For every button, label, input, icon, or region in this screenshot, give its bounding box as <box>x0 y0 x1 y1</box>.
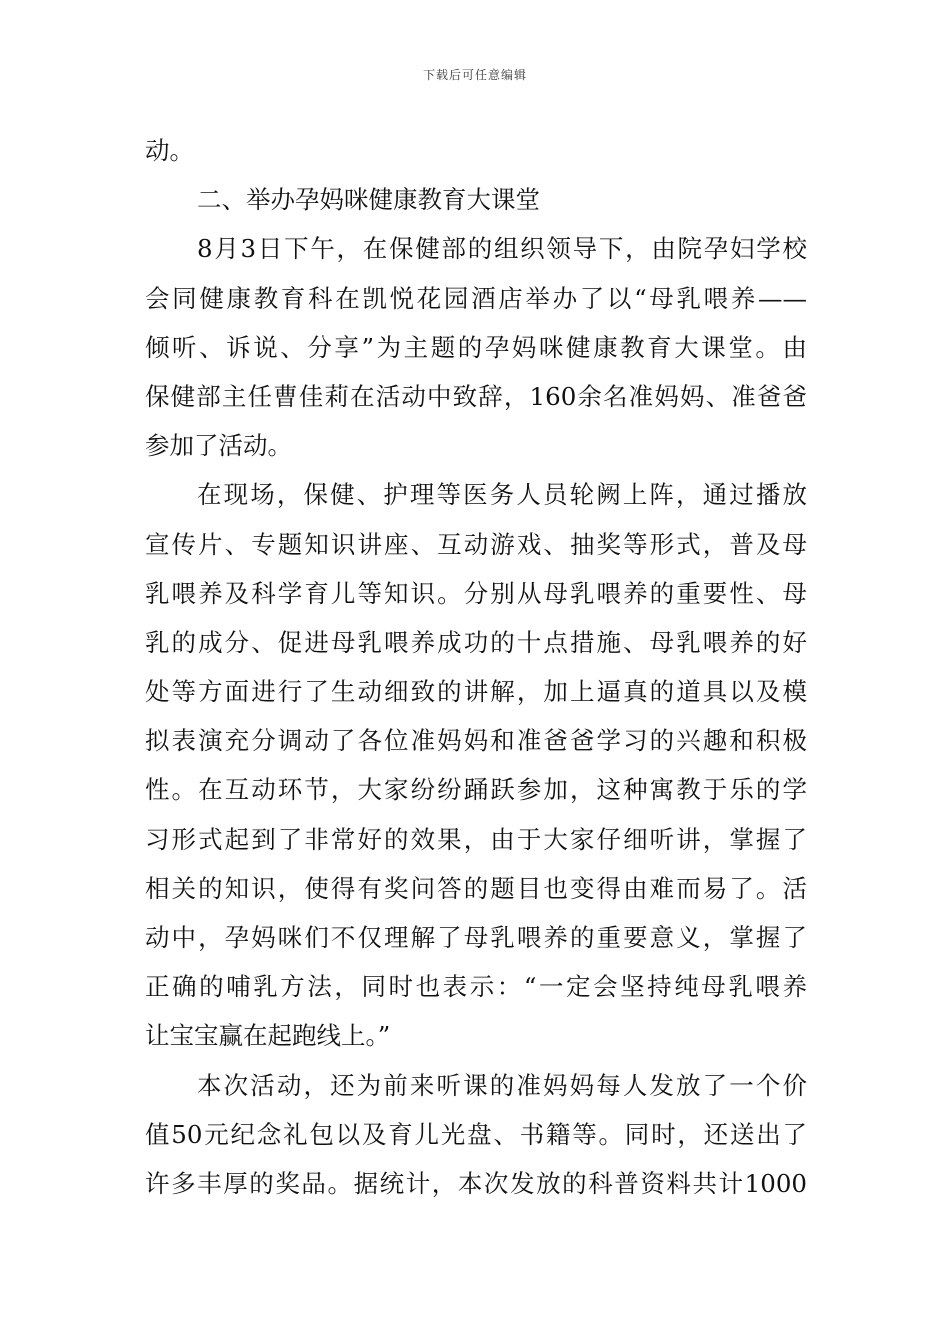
paragraph-line: 许多丰厚的奖品。据统计，本次发放的科普资料共计1000 <box>145 1168 807 1198</box>
page-header: 下载后可任意编辑 <box>422 68 527 82</box>
paragraph-line: 乳的成分、促进母乳喂养成功的十点措施、母乳喂养的好 <box>145 627 807 657</box>
paragraph-line: 参加了活动。 <box>145 431 292 461</box>
paragraph-line: 倾听、诉说、分享”为主题的孕妈咪健康教育大课堂。由 <box>145 332 807 362</box>
paragraph-line: 相关的知识，使得有奖问答的题目也变得由难而易了。活 <box>145 873 807 903</box>
paragraph-line: 会同健康教育科在凯悦花园酒店举办了以“母乳喂养—— <box>145 283 807 313</box>
paragraph-line: 动。 <box>145 136 194 165</box>
paragraph-line: 在现场，保健、护理等医务人员轮阙上阵，通过播放 <box>197 480 807 510</box>
paragraph-line: 8月3日下午，在保健部的组织领导下，由院孕妇学校 <box>197 234 807 264</box>
paragraph-line: 保健部主任曹佳莉在活动中致辞，160余名准妈妈、准爸爸 <box>145 381 807 411</box>
document-body <box>145 126 807 1208</box>
paragraph-line: 处等方面进行了生动细致的讲解，加上逼真的道具以及模 <box>145 677 807 707</box>
paragraph-line: 动中，孕妈咪们不仅理解了母乳喂养的重要意义，掌握了 <box>145 923 807 952</box>
paragraph-line: 正确的哺乳方法，同时也表示：“一定会坚持纯母乳喂养 <box>145 972 807 1002</box>
section-heading: 二、举办孕妈咪健康教育大课堂 <box>197 185 540 215</box>
paragraph-line: 让宝宝赢在起跑线上。” <box>145 1021 391 1051</box>
paragraph-line: 宣传片、专题知识讲座、互动游戏、抽奖等形式，普及母 <box>145 529 807 559</box>
paragraph-line: 习形式起到了非常好的效果，由于大家仔细听讲，掌握了 <box>145 824 807 854</box>
paragraph-line: 值50元纪念礼包以及育儿光盘、书籍等。同时，还送出了 <box>145 1119 807 1149</box>
paragraph-line: 拟表演充分调动了各位准妈妈和准爸爸学习的兴趣和积极 <box>145 726 807 756</box>
paragraph-line: 乳喂养及科学育儿等知识。分别从母乳喂养的重要性、母 <box>145 578 807 608</box>
paragraph-line: 本次活动，还为前来听课的准妈妈每人发放了一个价 <box>197 1070 807 1100</box>
paragraph-line: 性。在互动环节，大家纷纷踊跃参加，这种寓教于乐的学 <box>145 775 807 805</box>
